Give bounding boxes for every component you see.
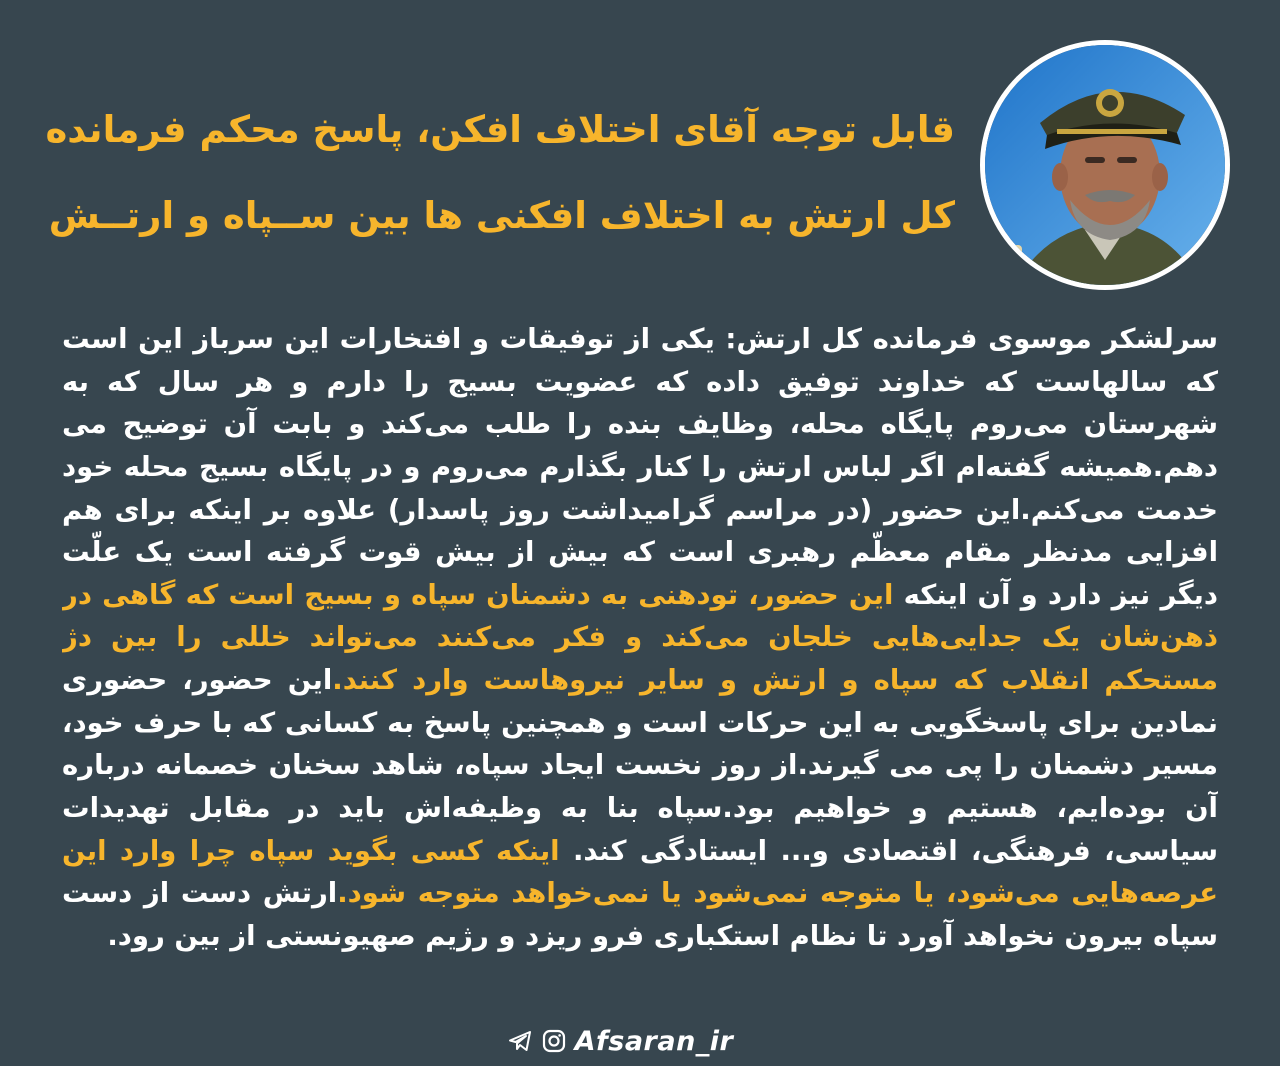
footer-credit bbox=[490, 1020, 750, 1062]
body-segment: این حضور، حضوری نمادین برای پاسخگویی به این حرکات است و همچنین پاسخ به کسانی که با حرف خود، مسیر دشمنان را پی می گیرند.از روز نخست ایجاد سپاه، شاهد سخنان خصمانه درباره آن بوده‌ایم، هستیم و خواهیم بود.سپاه بنا به وظیفه‌اش باید در مقابل تهدیدات سیاسی، فرهنگی، اقتصادی و... ایستادگی کند. bbox=[62, 664, 1218, 867]
body-segment: سرلشکر موسوی فرمانده کل ارتش: یکی از توفیقات و افتخارات این سرباز این است که سالهاست که خداوند توفیق داده که عضویت بسیج را دارم و هر سال که به شهرستان می‌روم پایگاه محله، وظایف بنده را طلب می‌کند و بابت آن توضیح می دهم.همیشه گفته‌ام اگر لباس ارتش را کنار بگذارم می‌روم و در پایگاه بسیج محله خود خدمت می‌کنم.این حضور (در مراسم گرامیداشت روز پاسدار) علاوه بر اینکه برای هم افزایی مدنظر مقام معظّم رهبری است که بیش از بیش قوت گرفته است یک علّت دیگر نیز دارد و آن اینکه bbox=[62, 323, 1218, 611]
commander-photo bbox=[985, 45, 1225, 285]
body-segment: ارتش دست از دست سپاه بیرون نخواهد آورد تا نظام استکباری فرو ریزد و رژیم صهیونستی از بین رود. bbox=[62, 877, 1218, 952]
social-handle: Afsaran_ir bbox=[574, 1025, 734, 1057]
article-body bbox=[62, 318, 1218, 998]
instagram-icon[interactable] bbox=[541, 1028, 567, 1054]
headline-line-2: کل ارتش به اختلاف افکنی ها بین ســپاه و ارتــش bbox=[48, 194, 955, 237]
highlighted-quote: این حضور، تودهنی به دشمنان سپاه و بسیج است که گاهی در ذهن‌شان یک جدایی‌هایی خلجان می‌کند و فکر می‌کنند می‌تواند خللی را بین دژ مستحکم انقلاب که سپاه و ارتش و سایر نیروهاست وارد کنند. bbox=[62, 578, 1218, 696]
headline-line-1: قابل توجه آقای اختلاف افکن، پاسخ محکم فرمانده bbox=[45, 108, 955, 151]
highlighted-quote: اینکه کسی بگوید سپاه چرا وارد این عرصه‌هایی می‌شود، یا متوجه نمی‌شود یا نمی‌خواهد متوجه شود. bbox=[62, 834, 1218, 910]
telegram-icon[interactable] bbox=[507, 1028, 533, 1054]
